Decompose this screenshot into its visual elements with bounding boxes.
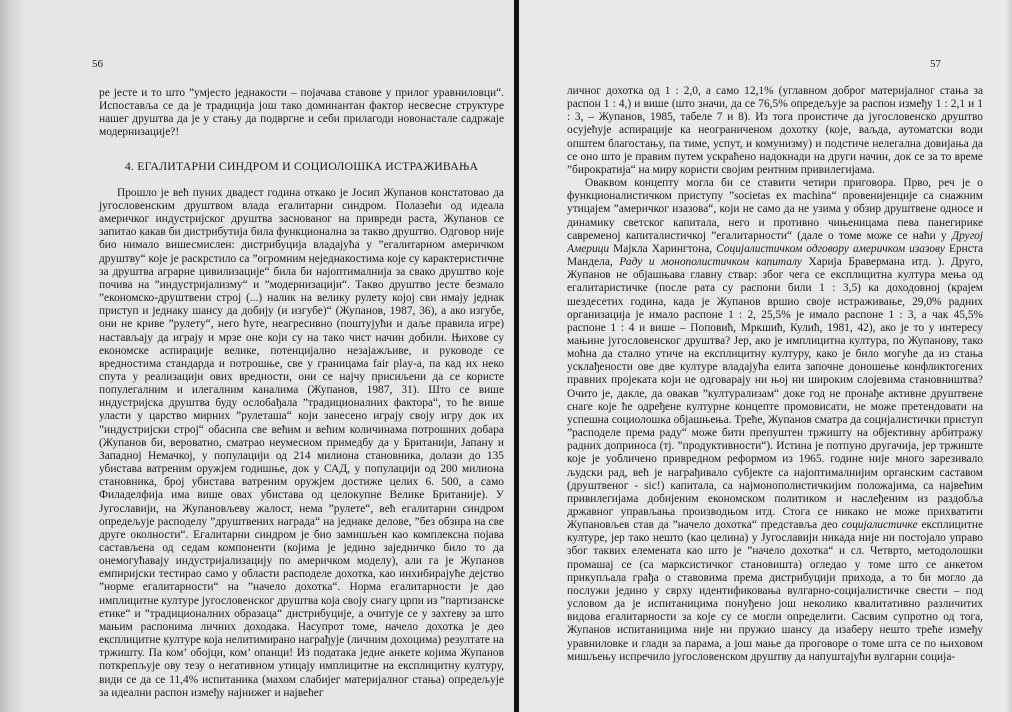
page-edge [0, 0, 26, 712]
emphasis-term: социјалистичке [841, 519, 918, 532]
intro-paragraph: ре јесте и то што ”умјесто једнакости – појачава ставове у прилог уравниловци“. Испоставља се да је традиција још тако доминантан фактор несвесне структуре нашег друштва да је у стању да подвргне и себи прилагоди новонастале садржаје модернизације?! [99, 87, 504, 139]
objections-text-d: Харија Бравермана итд. ). Друго, Жупанов не објашњава главну ствар: због чега се експлицитна култура мења од егалитаристичке (после рата су распони били 1 : 3,5) ка доходовној (крајем шездесетих година, када је Жупанов вршио своје истраживање, 29,0% радних организација је имало распоне 1 : 2, 25,5% је имало распоне 1 : 3, а чак 45,5% распоне 1 : 4 и више – Поповић, Мркшић, Кулић, 1981, 42), ако је то у интересу мањине југословенског друштва? Јер, ако је имплицитна култура, по Жупанову, тако моћна да стално утиче на експлицитну културу, како је било могуће да из стања усклађености ове две културе владајућа елита започне доношење конфликтогених правних пројеката који не одговарају ни њој ни широким слојевима становништва? Очито је, дакле, да овакав ”културализам“ доке год не пронађе активне друштвене снаге које ће одређене културне концепте промовисати, не може претендовати на успешна социолошка објашњења. Треће, Жупанов сматра да социјалистички приступ ”расподеле према раду“ може бити препуштен тржишту на објективну арбитражу радних доприноса (тј. ”продуктивности“). Истина је потпуно другачија, јер тржиште које је уобличено привредном реформом из 1965. године није много зарезивало људски рад, већ је награђивало субјекте са најоптималнијим органским саставом (друштвеног - sic!) капитала, са најмонополистичкијим положајима, са највећим привилегијама добијеним економском политиком и наслеђеним из раздобља државног управљања производњом итд. Стога се никако не може прихватити Жупановљев став да ”начело дохотка“ представља део [567, 256, 983, 532]
section-heading: 4. ЕГАЛИТАРНИ СИНДРОМ И СОЦИОЛОШКА ИСТРАЖИВАЊА [124, 158, 479, 173]
page-edge-right [1006, 0, 1012, 712]
book-title-a: Другој Америци [567, 229, 983, 255]
objections-text-c: Ернста Мандела, [567, 242, 984, 269]
page-number-left: 56 [92, 58, 103, 70]
body-paragraph: Прошло је већ пуних двадест година откако је Јосип Жупанов констатовао да југословенским друштвом влада егалитарни синдром. Полазећи од идеала америчког индустријског друштва заснованог на привреди раста, Жупанов се запитао какав би дистрибутија била функционална за такво друштво. Одговор није био нимало вишесмислен: дистрибуција владајућа у ”егалитарном америчком друштву“ које је раскрстило са ”огромним неједнакостима које су карактеристичне за друштва аграрне цивилизације“ била би најоптималнија за свако друштво које почива на ”индустријализму“ и ”модернизацији“. Такво друштво јесте безмало ”економско-друштвени строј (...) налик на велику рулету којој сви имају једнак приступ и једнаку шансу да добију (и изгубе)“ (Жупанов, 1987, 36), а ако изгубе, они не криве ”рулету“, него ћуте, неагресивно (поштујући и даље правила игре) настављају да играју и мрзе оне који су на такo чист начин добили. Њихове су економске аспирације велике, потенцијално незајажљиве, и руководе се вредностима стандарда и потрошње, све у границама fair play-a, па кад их нeко спута у реализацији ових вредности, они се најчу присиљени да се користе популегалним и илегалним каналима (Жупанов, 1987, 31). Што се више индустријска друштва буду ослобађала ”традиционалних фактора“, то ће више уласти у царство мирних ”рулеташа“ који занесено играју своју игру док их ”индустријски строј“ обасипа све већим и већим количинама потрошних добара (Жупанов би, вероватно, сматрао неумесном примедбу да у Британији, Јапану и Западној Немачкој, у популацији од 214 милиона становника, долази до 135 убистава ватреним оружјем годишње, док у САД, у популацији од 200 милиона становника, број убистава ватреним оружјем достиже целих 6. 500, а само Филаделфија има више оваx убистава од целокупне Велике Британије). У Југославији, на Жупановљеву жалост, нема ”рулете“, већ егалитарни синдром опредељује расподелу ”друштвених награда“ на једнаке делове, ”без обзира на све друге околности“. Егалитарни синдром је био замишљен као комплексна појава састављена од седам компоненти (којима је једино заједничко било то да онемогућавају индустријализацију по америчком моделу), али га је Жупанов емпиријски тестирао само у области расподеле дохотка, као инхибирајуће дејство ”норме егалитарности“ на ”начело дохотка“. Норма егалитарности је дао имплицитне културе југословенског друштва која своју снагу црпи из ”партизанске етике“ и ”традиционалних образаца“ дистрибуције, а очитује се у захтеву за што мањим распонима личних доходака. Насупрот томе, начело дохотка је део експлицитне културе која нелитимирано награђује (личним дохоцима) резултате на тржишту. Па ком’ обојци, ком’ опанци! Из података једне анкете којима Жупанов поткрепљује ову тезу о негативном утицају имплицитне на експлицитну културу, види се да се 11,4% испитаника (махом слабијег материјалног стања) опредељује за идеални распон између најнижег и највећег [99, 186, 504, 699]
objections-text-b: Мајкла Харингтона, [609, 242, 717, 255]
right-page [519, 0, 1012, 712]
objections-paragraph [567, 177, 983, 664]
objections-text-a: Оваквом концепту могла би се ставити четири приговора. Прво, реч је о функционалистичком приступу ”societas ex machina“ провенијенције са снажним утицајем ”америчког изазова“, који не само да не узима у обзир друштвене односе и динамику светског капитала, него и противно чињеницама пева панегирике савременој капиталистичкој ”егалитарности“ (дале о томе може се наћи у [567, 177, 983, 242]
objections-text-e: експлицитне културе, јер тако нешто (као целина) у Југославији никада није ни постојало управо због таквих елемената као што је ”начело дохотка“ и сл. Четврто, методолошки промашај се (са марксистичког становишта) огледао у томе што се анкетом прикупљала грађа о ставовима према дистрибуцији прихода, а то би могло да послужи једино у сврху идентификовања вулгарно-социјалистичке свести – под условом да је испитаницима понуђено још неколико квалитативно различитих видова егалитарности за које су се могли определити. Сасвим супротно од тога, Жупанов испитаницима није ни пружио шансу да изаберу нешто треће између уравниловке и глади за парама, а још мање да проговоре о томе шта се по њиховом мишљењу испречило југословенском друштву да напуштајући вулгарни соција- [567, 519, 984, 663]
continued-paragraph: личног дохотка од 1 : 2,0, а само 12,1% (углавном доброг материјалног стања за распон 1 : 4,) и више (што значи, да се 76,5% опредељује за распон између 1 : 2,1 и 1 : 3, – Жупанов, 1985, табеле 7 и 8). Из тога проистиче да југословенско друштво осујећује аспирације ка неограниченом дохотку (које, ваљда, аутоматски води општем благостању, па тиме, успут, и комунизму) и подстиче нелегална довијања да се оно што је правим путем ускраћено надокнади на други начин, док се за то време ”бирократија“ на миру користи својим рентним привилегијама. [567, 85, 983, 176]
page-number-right: 57 [930, 58, 941, 70]
book-title-b: Социјалистичком одговору америчком изазову [716, 242, 945, 255]
book-title-c: Раду и монополистичком капиталу [619, 256, 802, 269]
left-text-column [99, 87, 504, 700]
right-text-column [567, 85, 983, 664]
